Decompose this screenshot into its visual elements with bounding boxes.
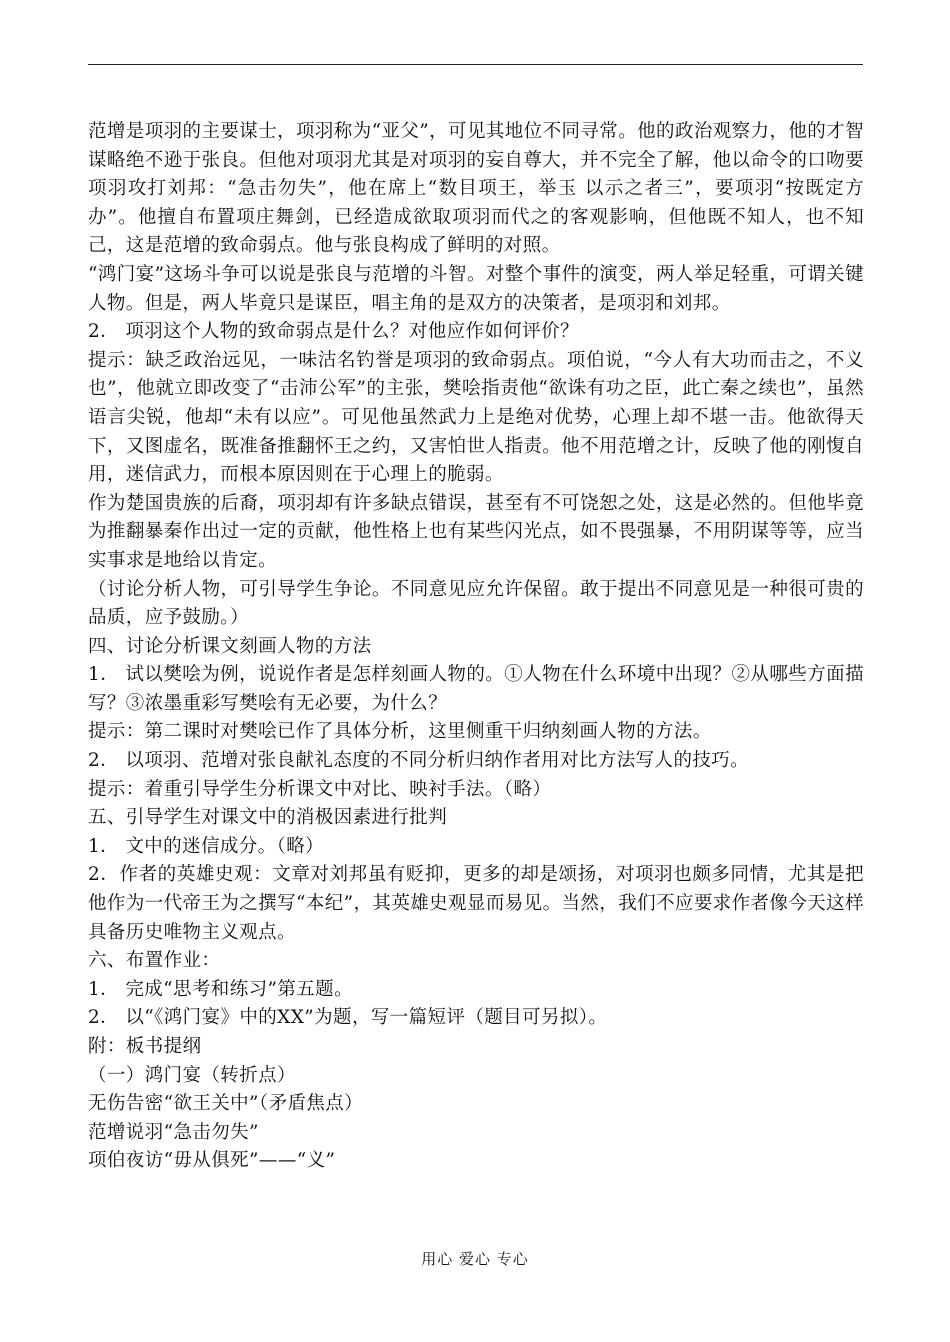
section-5-item-2: 2．作者的英雄史观：文章对刘邦虽有贬抑，更多的却是颂扬，对项羽也颇多同情，尤其是把他作为一代帝王为之撰写“本纪”，其英雄史观显而易见。当然，我们不应要求作者像今天这样具备历史唯物主义观点。 [88, 864, 864, 943]
blackboard-outline-heading: 附：板书提纲 [88, 1036, 202, 1057]
homework-item-2: 2． 以“《鸿门宴》中的XX”为题，写一篇短评（题目可另拟）。 [88, 1007, 608, 1029]
question-2-heading: 2． 项羽这个人物的致命弱点是什么？对他应作如何评价？ [88, 321, 579, 343]
section-4-hint-2: 提示：着重引导学生分析课文中对比、映衬手法。（略） [88, 778, 552, 800]
section-5-heading: 五、引导学生对课文中的消极因素进行批判 [88, 807, 448, 829]
section-6-heading: 六、布置作业： [88, 950, 221, 972]
teaching-note: （讨论分析人物，可引导学生争论。不同意见应允许保留。敢于提出不同意见是一种很可贵的品质，应予鼓励。） [88, 578, 864, 629]
section-5-item-1: 1． 文中的迷信成分。（略） [88, 835, 325, 857]
outline-line-2: 无伤告密“欲王关中”（矛盾焦点） [88, 1093, 364, 1115]
header-rule [88, 64, 863, 65]
paragraph-fan-zeng: 范增是项羽的主要谋士，项羽称为“亚父”，可见其地位不同寻常。他的政治观察力，他的才智谋略绝不逊于张良。但他对项羽尤其是对项羽的妄自尊大，并不完全了解，他以命令的口吻要项羽攻打刘邦：“急击勿失”，他在席上“数目项王，举玉 以示之者三”，要项羽“按既定方办”。他擅自布置项庄舞剑，已经造成欲取项羽而代之的客观影响，但他既不知人，也不知己，这是范增的致命弱点。他与张良构成了鲜明的对照。 [88, 121, 864, 257]
outline-line-4: 项伯夜访“毋从俱死”——“义” [88, 1150, 336, 1172]
section-4-item-1: 1． 试以樊哙为例，说说作者是怎样刻画人物的。①人物在什么环境中出现？②从哪些方面描写？③浓墨重彩写樊哙有无必要，为什么？ [88, 664, 864, 714]
section-4-item-2: 2． 以项羽、范增对张良献礼态度的不同分析归纳作者用对比方法写人的技巧。 [88, 750, 750, 772]
page-footer: 用心 爱心 专心 [421, 1250, 529, 1268]
section-4-heading: 四、讨论分析课文刻画人物的方法 [88, 635, 372, 657]
document-body [88, 118, 864, 1176]
paragraph-battle-of-wits: “鸿门宴”这场斗争可以说是张良与范增的斗智。对整个事件的演变，两人举足轻重，可谓关键人物。但是，两人毕竟只是谋臣，唱主角的是双方的决策者，是项羽和刘邦。 [88, 263, 864, 314]
paragraph-xiang-yu-evaluation: 作为楚国贵族的后裔，项羽却有许多缺点错误，甚至有不可饶恕之处，这是必然的。但他毕竟为推翻暴秦作出过一定的贡献，他性格上也有某些闪光点，如不畏强暴，不用阴谋等等，应当实事求是地给以肯定。 [88, 492, 864, 571]
hint-xiang-yu-weakness: 提示：缺乏政治远见，一味沽名钓誉是项羽的致命弱点。项伯说，“今人有大功而击之，不义也”，他就立即改变了“击沛公军”的主张，樊哙指责他“欲诛有功之臣，此亡秦之续也”，虽然语言尖锐，他却“未有以应”。可见他虽然武力上是绝对优势，心理上却不堪一击。他欲得天下，又图虚名，既准备推翻怀王之约，又害怕世人指责。他不用范增之计，反映了他的刚愎自用，迷信武力，而根本原因则在于心理上的脆弱。 [88, 349, 864, 486]
outline-line-3: 范增说羽“急击勿失” [88, 1121, 259, 1143]
homework-item-1: 1． 完成“思考和练习”第五题。 [88, 978, 353, 1000]
section-4-hint-1: 提示：第二课时对樊哙已作了具体分析，这里侧重干归纳刻画人物的方法。 [88, 721, 712, 743]
outline-line-1: （一）鸿门宴（转折点） [88, 1064, 296, 1086]
